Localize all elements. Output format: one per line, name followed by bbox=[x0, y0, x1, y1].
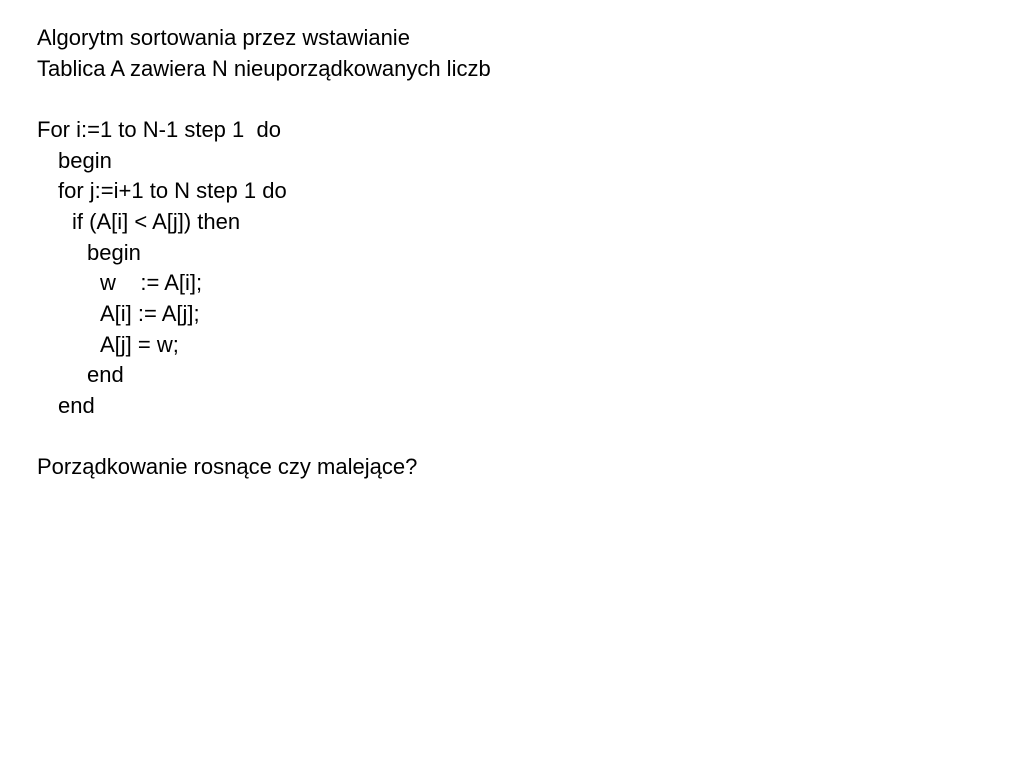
code-line-assign-w: w := A[i]; bbox=[100, 270, 203, 295]
code-line-begin-inner: begin bbox=[87, 240, 141, 265]
code-line-if: if (A[i] < A[j]) then bbox=[72, 209, 241, 234]
slide-title: Algorytm sortowania przez wstawianie bbox=[37, 25, 410, 50]
code-line-begin-outer: begin bbox=[58, 148, 112, 173]
code-line-assign-ai: A[i] := A[j]; bbox=[100, 301, 200, 326]
code-line-for-i: For i:=1 to N-1 step 1 do bbox=[37, 117, 281, 142]
slide-question: Porządkowanie rosnące czy malejące? bbox=[37, 454, 418, 479]
slide-subtitle: Tablica A zawiera N nieuporządkowanych liczb bbox=[37, 56, 491, 81]
code-line-end-inner: end bbox=[87, 362, 124, 387]
code-line-assign-aj: A[j] = w; bbox=[100, 332, 179, 357]
code-line-for-j: for j:=i+1 to N step 1 do bbox=[58, 178, 287, 203]
code-line-end-outer: end bbox=[58, 393, 95, 418]
